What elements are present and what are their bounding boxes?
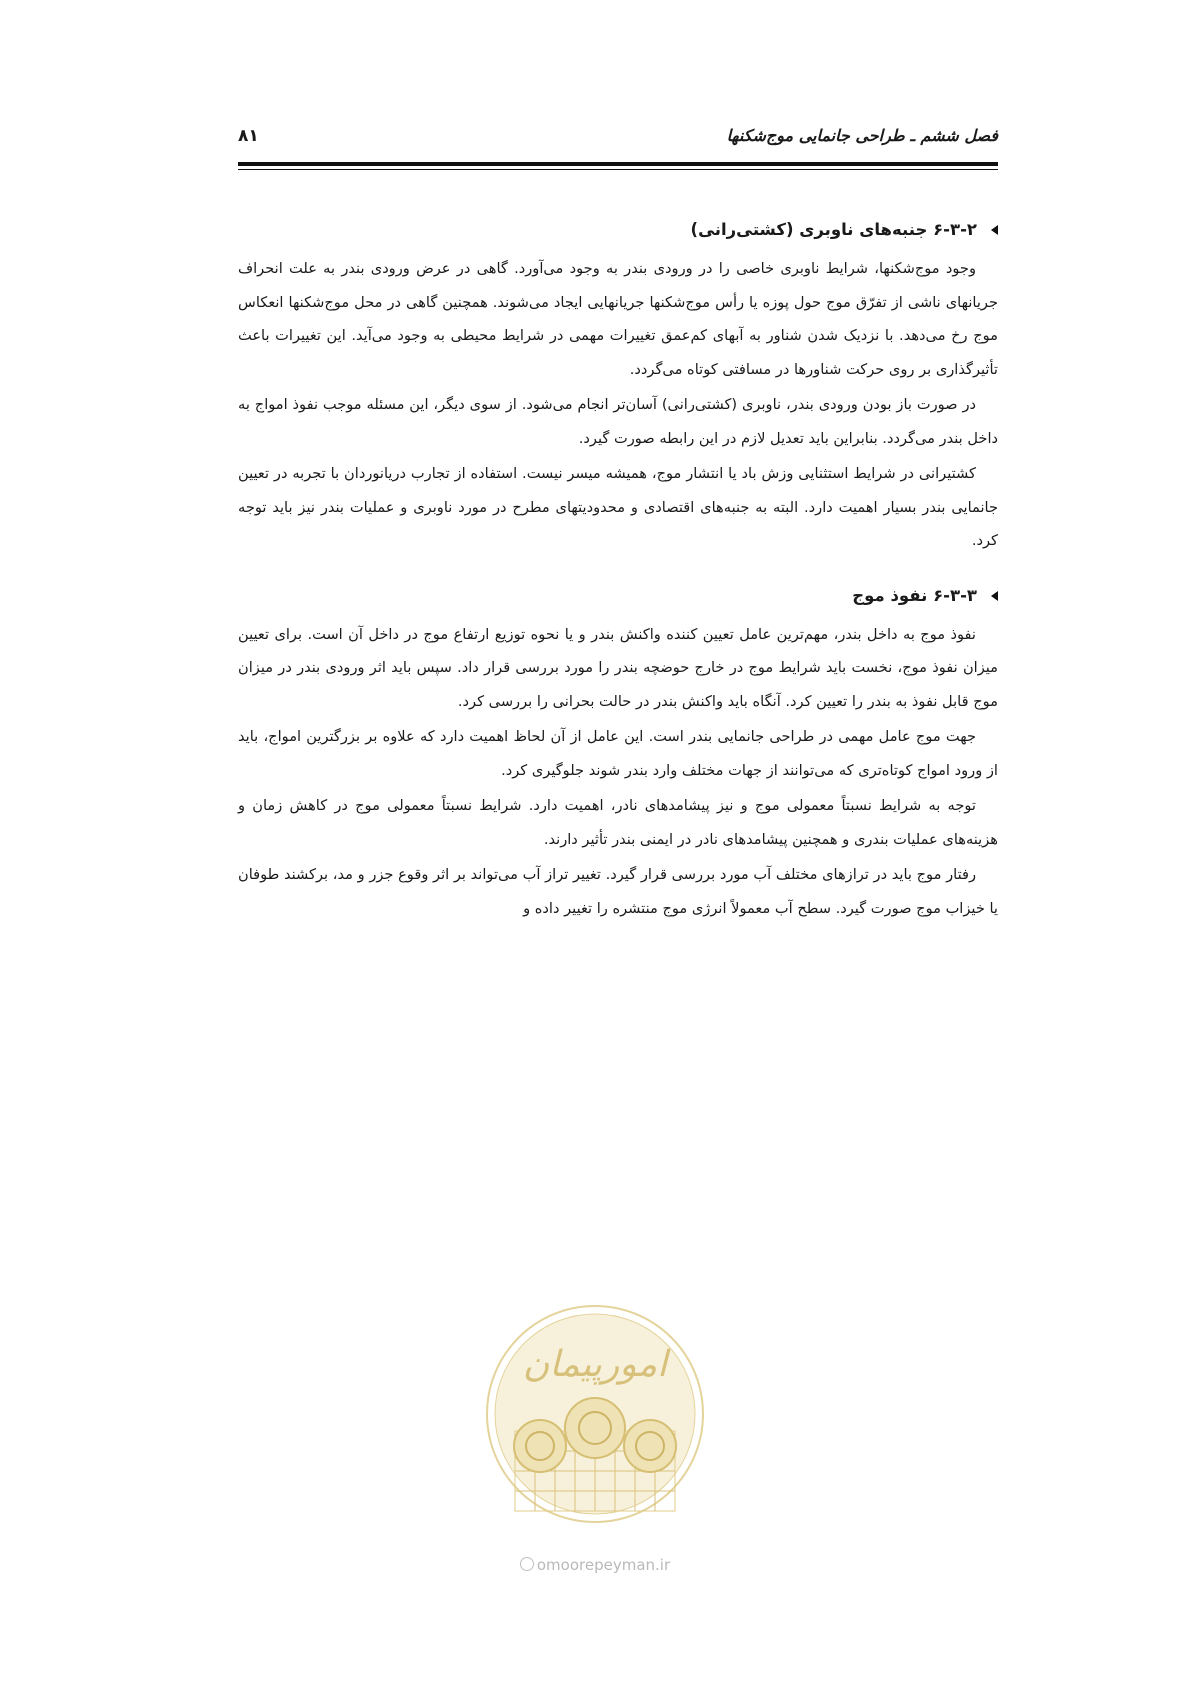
body-content <box>238 212 998 927</box>
globe-icon <box>520 1557 534 1571</box>
chapter-title: فصل ششم ـ طراحی جانمایی موج‌شکنها <box>726 126 998 145</box>
page-header <box>238 118 998 158</box>
bullet-triangle-icon <box>991 591 998 601</box>
header-rule-thick <box>238 162 998 166</box>
paragraph: وجود موج‌شکنها، شرایط ناوبری خاصی را در ورودی بندر به وجود می‌آورد. گاهی در عرض ورودی بندر به علت انحراف جریانهای ناشی از تفرّق موج حول پوزه یا رأس موج‌شکنها جریانهایی ایجاد می‌شوند. همچنین گاهی در محل موج‌شکنها انعکاس موج رخ می‌دهد. با نزدیک شدن شناور به آبهای کم‌عمق تغییرات مهمی در شرایط محیطی به وجود می‌آید. این تغییرات باعث تأثیرگذاری بر روی حرکت شناورها در مسافتی کوتاه می‌گردد. <box>238 260 998 378</box>
svg-text:امورپیمان: امورپیمان <box>522 1344 668 1385</box>
paragraph: نفوذ موج به داخل بندر، مهم‌ترین عامل تعیین کننده واکنش بندر و یا نحوه توزیع ارتفاع موج در داخل آن است. برای تعیین میزان نفوذ موج، نخست باید شرایط موج در خارج حوضچه بندر را مورد بررسی قرار داد. سپس باید اثر ورودی بندر در میزان موج قابل نفوذ به بندر را تعیین کرد. آنگاه باید واکنش بندر در حالت بحرانی را بررسی کرد. <box>238 625 998 710</box>
gear-logo-icon <box>470 1296 720 1546</box>
section-heading-text: ۶-۳-۳ نفوذ موج <box>852 585 977 605</box>
header-rule-thin <box>238 169 998 170</box>
paragraph: رفتار موج باید در ترازهای مختلف آب مورد بررسی قرار گیرد. تغییر تراز آب می‌تواند بر اثر وقوع جزر و مد، برکشند طوفان یا خیزاب موج صورت گیرد. سطح آب معمولاً انرژی موج منتشره را تغییر داده و <box>238 866 998 917</box>
watermark-logo <box>470 1296 720 1546</box>
section-heading-navigation <box>238 212 998 248</box>
section-heading-text: ۶-۳-۲ جنبه‌های ناوبری (کشتی‌رانی) <box>690 220 977 239</box>
paragraph: در صورت باز بودن ورودی بندر، ناوبری (کشتی‌رانی) آسان‌تر انجام می‌شود. از سوی دیگر، این مسئله موجب نفوذ امواج به داخل بندر می‌گردد. بنابراین باید تعدیل لازم در این رابطه صورت گیرد. <box>238 396 998 447</box>
paragraph: جهت موج عامل مهمی در طراحی جانمایی بندر است. این عامل از آن لحاظ اهمیت دارد که علاوه بر بزرگترین امواج، باید از ورود امواج کوتاه‌تری که می‌توانند از جهات مختلف وارد بندر شوند جلوگیری کرد. <box>238 728 998 779</box>
paragraph: توجه به شرایط نسبتاً معمولی موج و نیز پیشامدهای نادر، اهمیت دارد. شرایط نسبتاً معمولی موج در کاهش زمان و هزینه‌های عملیات بندری و همچنین پیشامدهای نادر در ایمنی بندر تأثیر دارند. <box>238 797 998 848</box>
page-number: ۸۱ <box>238 126 259 146</box>
watermark-url <box>0 1556 1190 1574</box>
bullet-triangle-icon <box>991 225 998 235</box>
paragraph: کشتیرانی در شرایط استثنایی وزش باد یا انتشار موج، همیشه میسر نیست. استفاده از تجارب دریانوردان با تجربه در تعیین جانمایی بندر بسیار اهمیت دارد. البته به جنبه‌های اقتصادی و محدودیتهای مطرح در مورد ناوبری و عملیات بندر نیز باید توجه کرد. <box>238 465 998 549</box>
watermark-url-text: omoorepeyman.ir <box>536 1556 671 1574</box>
section-heading-wave-penetration <box>238 578 998 614</box>
